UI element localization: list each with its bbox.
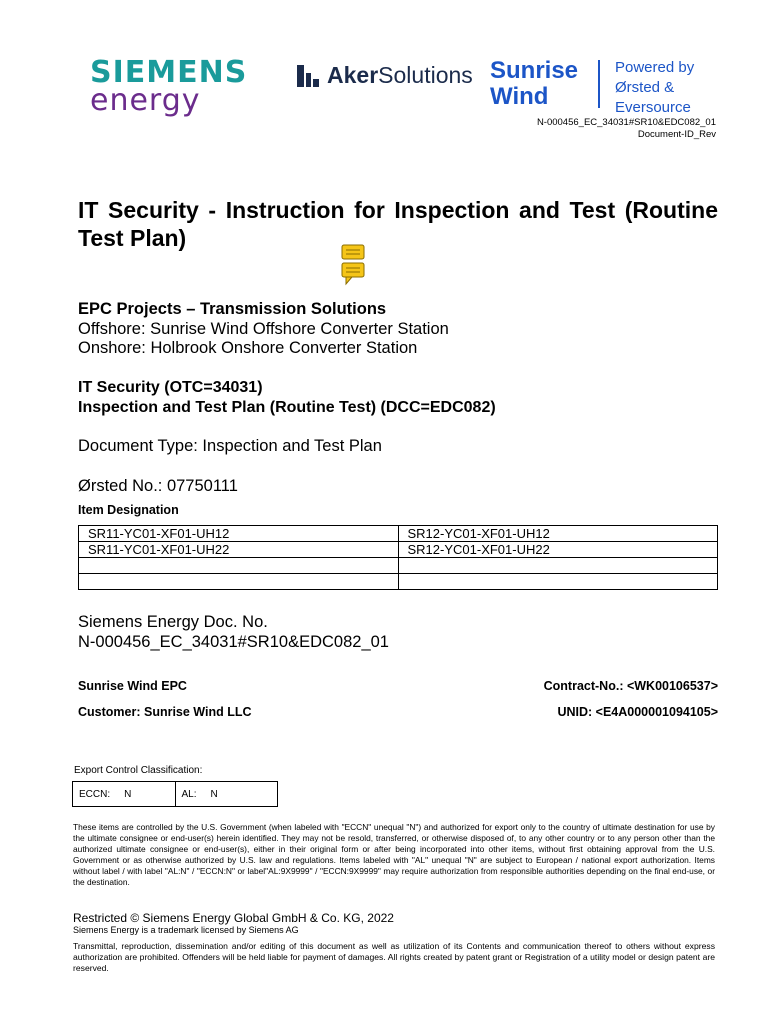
it-security-dcc: Inspection and Test Plan (Routine Test) (DCC=EDC082) [78, 399, 496, 416]
comment-icon[interactable] [340, 244, 366, 286]
it-security-section [78, 378, 496, 418]
item-designation-table [78, 525, 718, 590]
table-row [79, 574, 718, 590]
orsted-number: Ørsted No.: 07750111 [78, 477, 238, 495]
projects-heading: EPC Projects – Transmission Solutions [78, 300, 387, 318]
siemens-doc-number [78, 612, 389, 652]
export-control-box [72, 781, 278, 807]
table-cell [79, 558, 399, 574]
export-control-label: Export Control Classification: [74, 765, 203, 776]
powered-by-text: Powered by Ørsted & Eversource [615, 59, 695, 116]
it-security-otc: IT Security (OTC=34031) [78, 379, 263, 396]
logo-divider [598, 60, 600, 108]
document-id-label: Document-ID_Rev [637, 129, 716, 140]
table-cell: SR11-YC01-XF01-UH22 [79, 542, 399, 558]
page-title: IT Security - Instruction for Inspection and Test (Routine Test Plan) [78, 197, 718, 251]
contract-number: Contract-No.: <WK00106537> [543, 679, 718, 693]
projects-section [78, 300, 449, 359]
epc-label: Sunrise Wind EPC [78, 679, 187, 693]
trademark-notice: Siemens Energy is a trademark licensed by Siemens AG [73, 925, 299, 935]
unid-number: UNID: <E4A000001094105> [557, 705, 718, 719]
energy-logo-text: energy [90, 83, 201, 118]
siemens-energy-logo [90, 55, 248, 118]
aker-logo-text: AkerSolutions [327, 62, 473, 88]
table-cell [398, 558, 718, 574]
eccn-cell: ECCN: N [73, 782, 176, 806]
copyright-notice: Restricted © Siemens Energy Global GmbH & Co. KG, 2022 [73, 911, 394, 925]
table-row [79, 526, 718, 542]
table-cell: SR11-YC01-XF01-UH12 [79, 526, 399, 542]
table-row [79, 542, 718, 558]
sunrise-wind-line2: Wind [490, 83, 549, 110]
al-cell: AL: N [181, 788, 218, 800]
onshore-station: Onshore: Holbrook Onshore Converter Station [78, 339, 418, 357]
sunrise-wind-logo [490, 58, 578, 110]
sunrise-wind-line1: Sunrise [490, 57, 579, 84]
transmittal-notice: Transmittal, reproduction, dissemination and/or editing of this document as well as utilization of its Contents and communication thereof to others without express authorization are prohibited. Offenders will be held liable for payment of damages. All rights created by patent grant or Registration of a utility model or design patent are reserved. [73, 941, 715, 973]
table-cell [79, 574, 399, 590]
customer-label: Customer: Sunrise Wind LLC [78, 705, 252, 719]
table-cell: SR12-YC01-XF01-UH22 [398, 542, 718, 558]
siemens-doc-value: N-000456_EC_34031#SR10&EDC082_01 [78, 633, 389, 651]
aker-solutions-logo [297, 62, 473, 89]
document-type: Document Type: Inspection and Test Plan [78, 437, 382, 455]
siemens-doc-label: Siemens Energy Doc. No. [78, 613, 268, 631]
offshore-station: Offshore: Sunrise Wind Offshore Converter Station [78, 319, 449, 338]
table-cell: SR12-YC01-XF01-UH12 [398, 526, 718, 542]
siemens-logo-text: SIEMENS [90, 55, 248, 90]
item-designation-label: Item Designation [78, 503, 179, 517]
document-id-number: N-000456_EC_34031#SR10&EDC082_01 [536, 117, 716, 128]
document-id [537, 117, 716, 141]
export-control-notice: These items are controlled by the U.S. Government (when labeled with "ECCN" unequal "N") and authorized for export only to the country of ultimate destination for use by the ultimate consignee or end-user(s) herein identified. They may not be resold, transferred, or otherwise disposed of, to any other country or to any person other than the authorized ultimate consignee or end-user(s), either in their original form or after being incorporated into other items, without first obtaining approval from the U.S. Government or as otherwise authorized by U.S. law and regulations. Items labeled with "AL" unequal "N" are subject to European / national export authorization. Items without label / with label "AL:N" / "ECCN:N" or label"AL:9X9999" / "ECCN:9X9999" may require authorization from responsible authorities depending on the final end-use, or the destination. [73, 822, 715, 887]
aker-mark-icon [297, 65, 319, 87]
table-cell [398, 574, 718, 590]
table-row [79, 558, 718, 574]
